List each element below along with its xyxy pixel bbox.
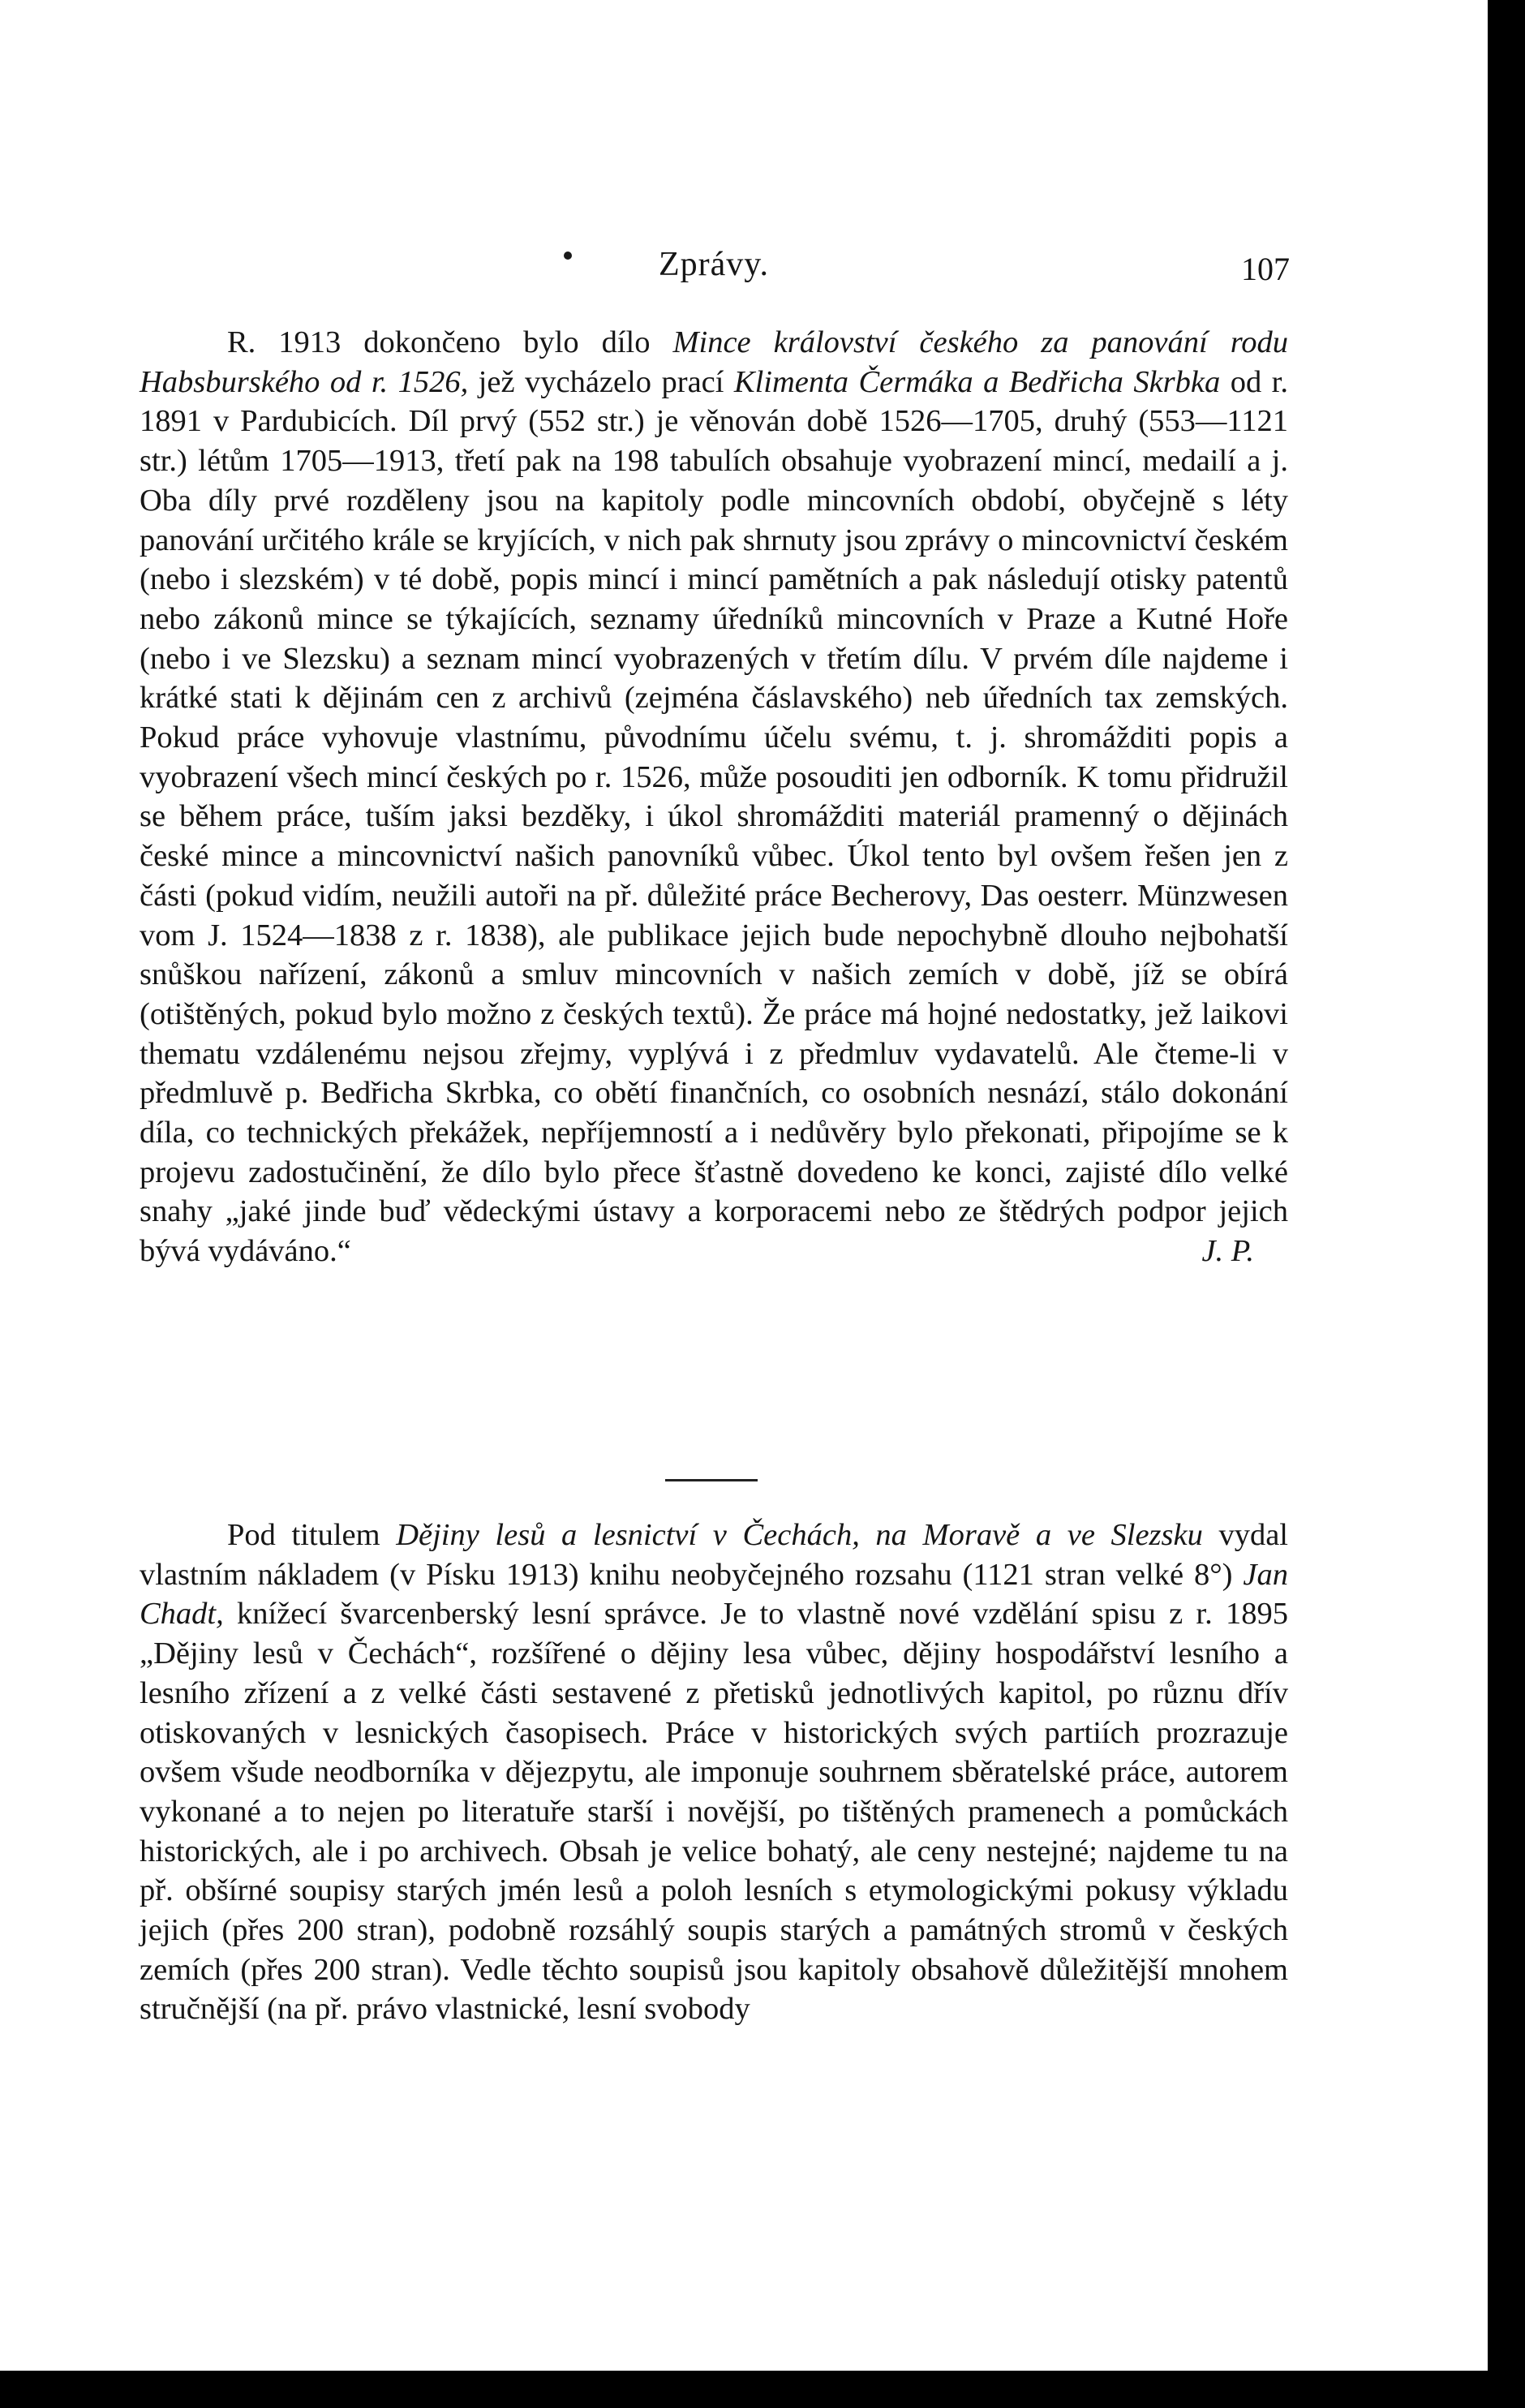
book-title: Mince království českého za panování rodu Habsburského od r. 1526, xyxy=(140,325,1288,399)
text-run: od r. 1891 v Pardubicích. Díl prvý (552 str.) je věnován době 1526—1705, druhý (553—1121 str.) létům 1705—1913, třetí pak na 198 tabulích obsahuje vyobrazení mincí, medailí a j. Oba díly prvé rozděleny jsou na kapitoly podle mincovních období, obyčejně s léty panování určitého krále se kryjících, v nich pak shrnuty jsou zprávy o mincovnictví českém (nebo i slezském) v té době, popis mincí i mincí pamětních a pak následují otisky patentů nebo zákonů mince se týkajících, seznamy úředníků mincovních v Praze a Kutné Hoře (nebo i ve Slezsku) a seznam mincí vyobrazených v třetím dílu. V prvém díle najdeme i krátké stati k dějinám cen z archivů (zejména čáslavského) neb úředních tax zemských. Pokud práce vyhovuje vlastnímu, původnímu účelu svému, t. j. shromážditi popis a vyobrazení všech mincí českých po r. 1526, může posouditi jen odborník. K tomu přidružil se během práce, tuším jaksi bezděky, i úkol shromážditi materiál pramenný o dějinách české mince a mincovnictví našich panovníků vůbec. Úkol tento byl ovšem řešen jen z části (pokud vidím, neužili autoři na př. důležité práce Becherovy, Das oesterr. Münzwesen vom J. 1524—1838 z r. 1838), ale publikace jejich bude nepochybně dlouho nejbohatší snůškou nařízení, zákonů a smluv mincovních v našich zemích v době, jíž se obírá (otištěných, pokud bylo možno z českých textů). Že práce má hojné nedostatky, jež laikovi thematu vzdálenému nejsou zřejmy, vyplývá i z předmluv vydavatelů. Ale čteme-li v předmluvě p. Bedřicha Skrbka, co obětí finančních, co osobních nesnází, stálo dokonání díla, co technických překážek, nepříjemností a i nedůvěry bylo překonati, připojíme se k projevu zadostučinění, že dílo bylo přece šťastně dovedeno ke konci, zajisté dílo velké snahy „jaké jinde buď vědeckými ústavy a korporacemi nebo ze štědrých podpor jejich bývá vydáváno.“ xyxy=(140,364,1288,1269)
page-number: 107 xyxy=(1241,251,1290,287)
article-coins xyxy=(140,323,1288,1271)
text-run: Pod titulem xyxy=(227,1518,397,1552)
author-signature: J. P. xyxy=(1201,1234,1254,1269)
section-divider xyxy=(665,1479,758,1481)
text-run: vydal vlastním nákladem (v Písku 1913) knihu neobyčejného rozsahu (1121 stran velké 8°) xyxy=(140,1518,1289,1592)
paragraph-coins xyxy=(140,323,1288,1271)
text-run: R. 1913 dokončeno bylo dílo xyxy=(227,325,673,359)
article-forests xyxy=(140,1516,1288,2029)
scan-border-bottom xyxy=(0,2371,1525,2408)
paragraph-forests xyxy=(140,1516,1288,2029)
author-names: Klimenta Čermáka a Bedřicha Skrbka xyxy=(733,364,1221,399)
section-title: Zprávy. xyxy=(658,246,770,283)
scan-border-right xyxy=(1488,0,1525,2408)
text-run: jež vycházelo prací xyxy=(468,364,734,399)
page-header xyxy=(138,245,1290,294)
book-title: Dějiny lesů a lesnictví v Čechách, na Moravě a ve Slezsku xyxy=(396,1518,1203,1552)
author-name: Jan Chadt, xyxy=(140,1557,1288,1632)
text-run: knížecí švarcenberský lesní správce. Je to vlastně nové vzdělání spisu z r. 1895 „Dějiny lesů v Čechách“, rozšířené o dějiny lesa vůbec, dějiny hospodářství lesního a lesního zřízení a z velké části sestavené z přetisků jednotlivých kapitol, po různu dřív otiskovaných v lesnických časopisech. Práce v historických svých partiích prozrazuje ovšem všude neodborníka v dějezpytu, ale imponuje souhrnem sběratelské práce, autorem vykonané a to nejen po literatuře starší i novější, po tištěných pramenech a pomůckách historických, ale i po archivech. Obsah je velice bohatý, ale ceny nestejné; najdeme tu na př. obšírné soupisy starých jmén lesů a poloh lesních s etymologickými pokusy výkladu jejich (přes 200 stran), podobně rozsáhlý soupis starých a památných stromů v českých zemích (přes 200 stran). Vedle těchto soupisů jsou kapitoly obsahově důležitější mnohem stručnější (na př. právo vlastnické, lesní svobody xyxy=(140,1597,1288,2027)
